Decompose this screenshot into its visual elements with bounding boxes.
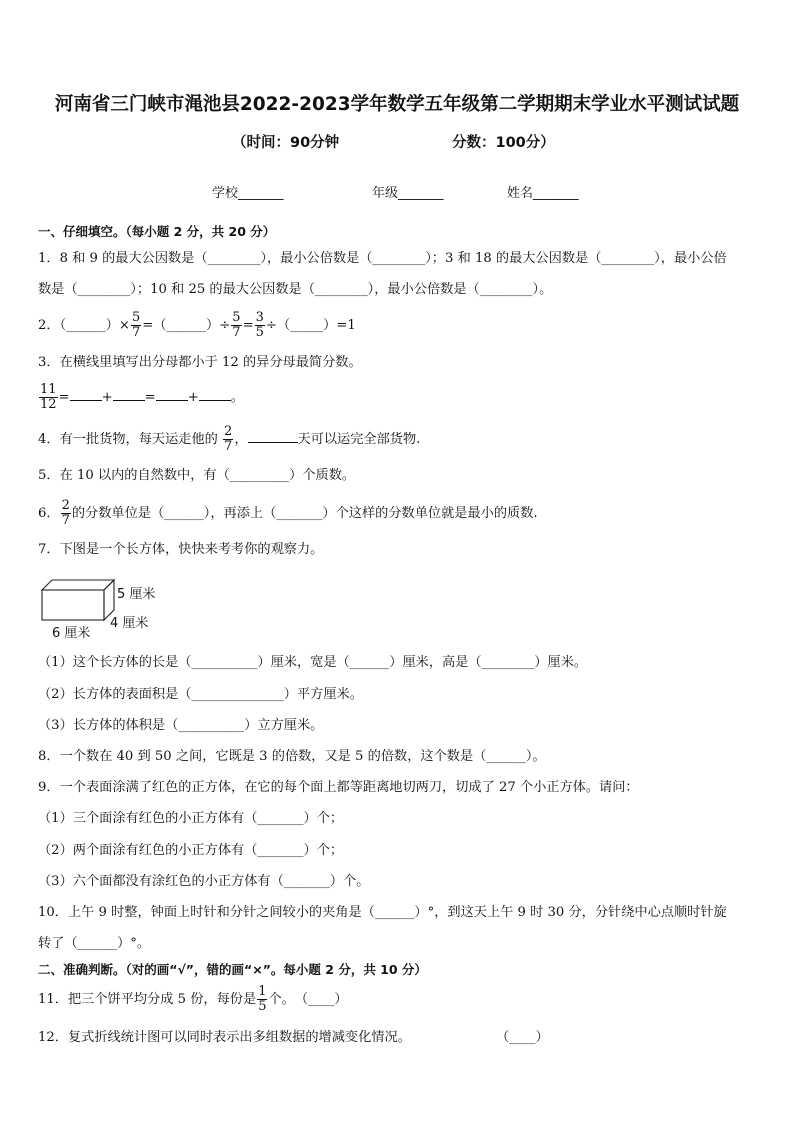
q2-f3-den: 5 (255, 325, 264, 340)
time-label: （时间：90分钟 (232, 135, 340, 151)
cuboid-length-label: 6 厘米 (52, 626, 91, 641)
q2-f1-num: 5 (131, 310, 141, 325)
q3-num: 11 (40, 382, 57, 397)
answer-blank[interactable] (113, 386, 145, 401)
answer-blank[interactable] (199, 386, 231, 401)
section-2-heading: 二、准确判断。（对的画“√”，错的画“×”。每小题 2 分，共 10 分） (38, 962, 427, 977)
question-6 (38, 496, 538, 532)
question-3: 3．在横线里填写出分母都小于 12 的异分母最简分数。 (38, 355, 362, 370)
question-9-2: （2）两个面涂有红色的小正方体有（_______）个； (38, 843, 344, 858)
name-label: 姓名 (507, 186, 534, 201)
q2-part-4: ÷（_____）=1 (265, 318, 356, 333)
name-blank: _______ (533, 186, 579, 201)
plus-sign: + (187, 390, 199, 405)
section-1-heading: 一、仔细填空。（每小题 2 分，共 20 分） (38, 224, 276, 239)
period: 。 (230, 390, 244, 405)
q2-f1-den: 7 (131, 325, 141, 340)
question-7-3: （3）长方体的体积是（__________）立方厘米。 (38, 718, 324, 733)
q3-fraction (39, 383, 58, 412)
question-7: 7．下图是一个长方体，快快来考考你的观察力。 (38, 542, 324, 557)
q4-part-3: 天可以运完全部货物. (297, 432, 421, 447)
q2-f3-num: 3 (255, 310, 264, 325)
question-1-line-2: 数是（________）；10 和 25 的最大公因数是（________），最小公倍数是（________）。 (38, 282, 553, 297)
q11-num: 1 (258, 984, 267, 999)
question-1-line-1: 1．8 和 9 的最大公因数是（________），最小公倍数是（________）；3 和 18 的最大公因数是（________），最小公倍 (38, 251, 727, 266)
question-9-1: （1）三个面涂有红色的小正方体有（_______）个； (38, 811, 344, 826)
name-field[interactable] (507, 182, 579, 201)
q6-num: 2 (61, 498, 70, 513)
question-5: 5．在 10 以内的自然数中，有（_________）个质数。 (38, 468, 356, 483)
question-12: 12．复式折线统计图可以同时表示出多组数据的增减变化情况。 (38, 1030, 411, 1045)
q4-part-2: ， (234, 432, 248, 447)
question-10-line-2: 转了（______）°。 (38, 936, 151, 951)
q4-den: 7 (224, 439, 233, 454)
page-title: 河南省三门峡市渑池县2022-2023学年数学五年级第二学期期末学业水平测试试题 (54, 94, 740, 115)
score-label: 分数：100分） (452, 135, 555, 151)
q4-part-1: 4．有一批货物，每天运走他的 (38, 432, 218, 447)
q6-fraction (61, 499, 71, 528)
q2-fraction-2 (231, 311, 241, 340)
q11-den: 5 (258, 999, 267, 1014)
question-3-equation (38, 380, 244, 416)
answer-blank[interactable] (70, 386, 102, 401)
q6-den: 7 (61, 513, 70, 528)
grade-field[interactable] (372, 182, 444, 201)
answer-blank[interactable] (156, 386, 188, 401)
school-blank: _______ (238, 186, 284, 201)
q4-fraction (223, 425, 233, 454)
q6-part-2: 的分数单位是（______），再添上（_______）个这样的分数单位就是最小的质数. (71, 506, 538, 521)
q2-part-2: =（______）÷ (142, 318, 231, 333)
answer-blank[interactable] (248, 428, 298, 443)
cuboid-width-label: 4 厘米 (110, 616, 149, 631)
question-4 (38, 422, 420, 458)
cuboid-diagram (40, 578, 120, 624)
equals-sign: = (58, 390, 70, 405)
q11-part-2: 个。 （____） (268, 992, 348, 1007)
question-7-2: （2）长方体的表面积是（______________）平方厘米。 (38, 687, 363, 702)
q11-fraction (257, 985, 267, 1014)
grade-label: 年级 (372, 186, 399, 201)
question-9-3: （3）六个面都没有涂红色的小正方体有（_______）个。 (38, 874, 370, 889)
q2-part-1: 2．（______）× (38, 318, 130, 333)
q11-part-1: 11．把三个饼平均分成 5 份，每份是 (38, 992, 257, 1007)
question-9: 9．一个表面涂满了红色的正方体，在它的每个面上都等距离地切两刀，切成了 27 个小正方体。请问： (38, 780, 639, 795)
q4-num: 2 (224, 424, 233, 439)
school-label: 学校 (212, 186, 239, 201)
question-12-answer[interactable]: （____） (496, 1030, 549, 1045)
question-7-1: （1）这个长方体的长是（__________）厘米，宽是（______）厘米，高是（________）厘米。 (38, 655, 588, 670)
question-8: 8．一个数在 40 到 50 之间，它既是 3 的倍数，又是 5 的倍数，这个数是（______）。 (38, 749, 546, 764)
q6-part-1: 6． (38, 506, 60, 521)
plus-sign: + (101, 390, 113, 405)
q2-fraction-3 (255, 311, 265, 340)
q2-part-3: = (242, 318, 254, 333)
question-2 (38, 308, 356, 344)
question-11 (38, 982, 348, 1018)
q2-f2-num: 5 (232, 310, 241, 325)
cuboid-front-face (42, 590, 104, 620)
cuboid-top-face (42, 580, 114, 590)
cuboid-height-label: 5 厘米 (117, 587, 156, 602)
q2-f2-den: 7 (232, 325, 241, 340)
grade-blank: _______ (398, 186, 444, 201)
equals-sign: = (144, 390, 156, 405)
question-10-line-1: 10．上午 9 时整，钟面上时针和分针之间较小的夹角是（______）°，到这天上午 9 时 30 分，分针绕中心点顺时针旋 (38, 905, 727, 920)
school-field[interactable] (212, 182, 284, 201)
q3-den: 12 (40, 397, 57, 412)
q2-fraction-1 (131, 311, 141, 340)
